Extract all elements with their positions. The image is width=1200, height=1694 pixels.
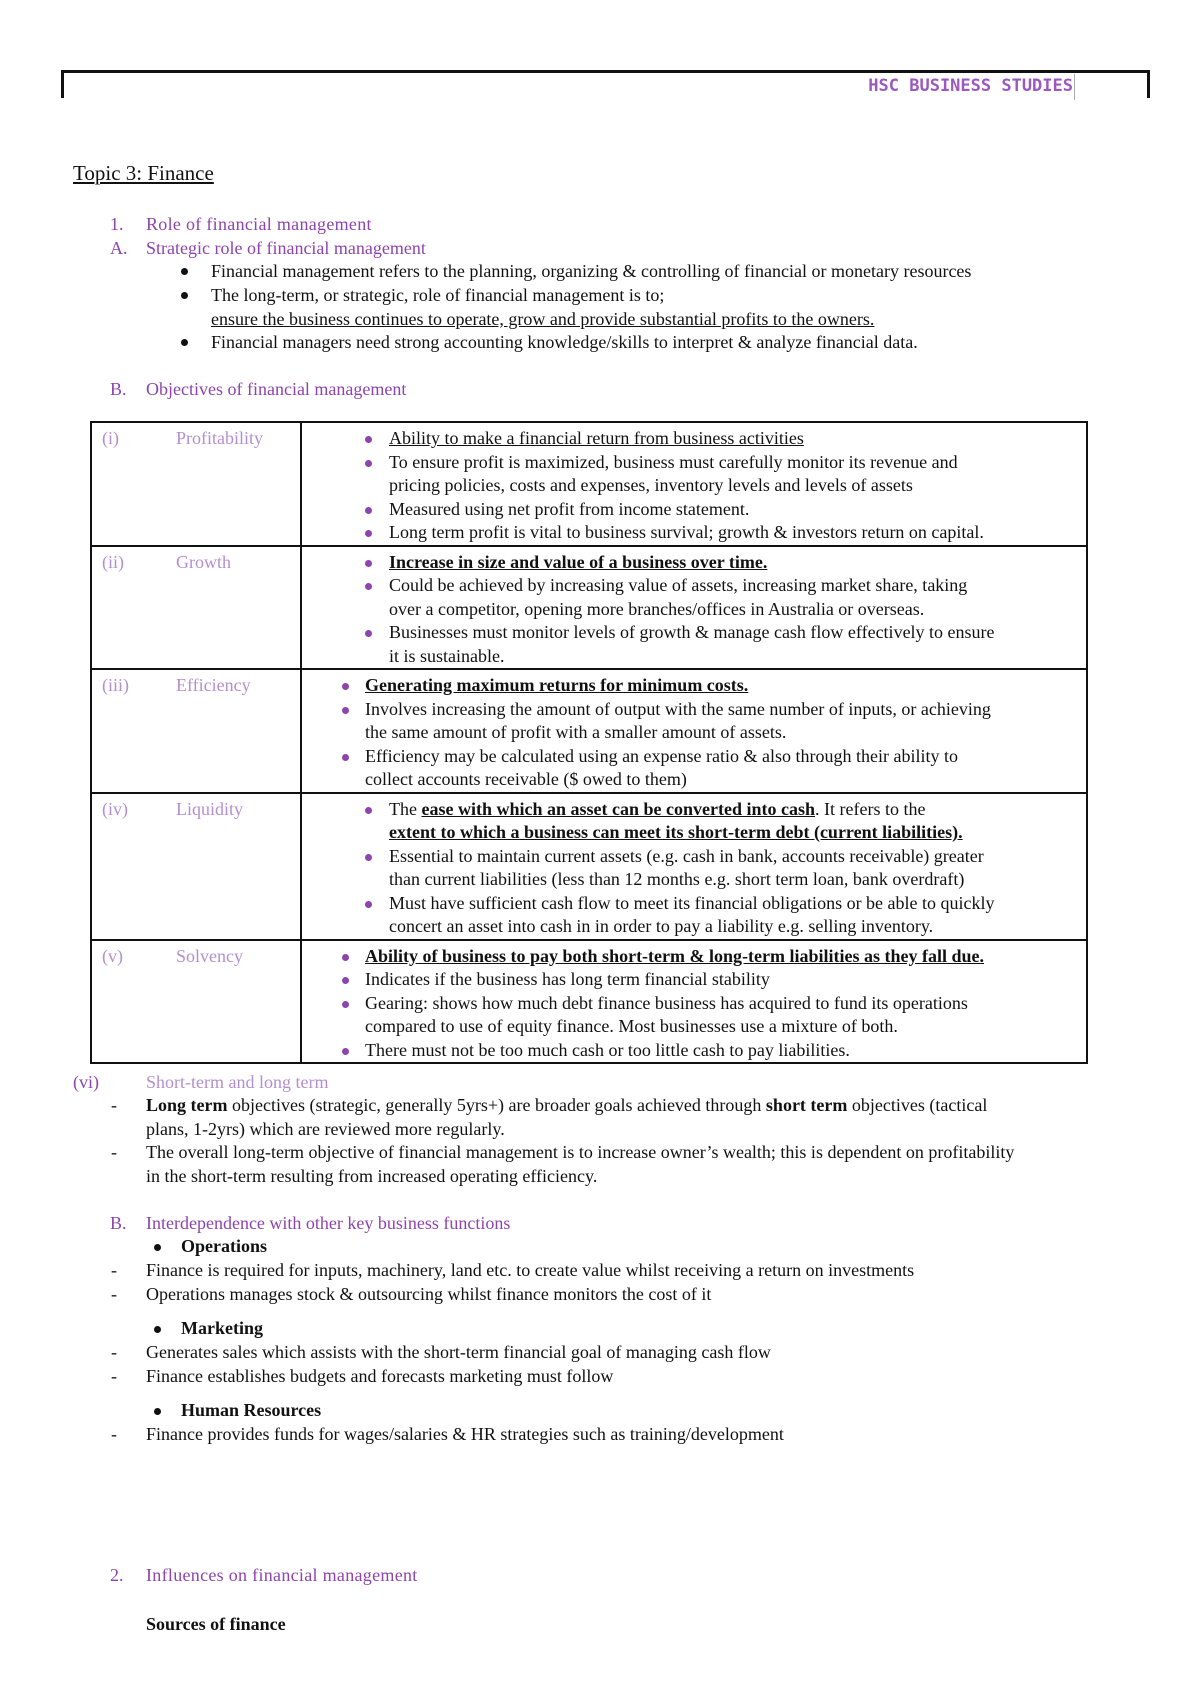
bullet-dot bbox=[342, 977, 349, 984]
objective-line: Must have sufficient cash flow to meet its financial obligations or be able to quickly bbox=[389, 892, 995, 913]
objective-line: Efficiency may be calculated using an expense ratio & also through their ability to bbox=[365, 745, 958, 766]
objective-line: Indicates if the business has long term financial stability bbox=[365, 969, 770, 989]
header-title: HSC BUSINESS STUDIES bbox=[868, 76, 1073, 96]
section2-title: Influences on financial management bbox=[146, 1565, 418, 1585]
objective-line: Gearing: shows how much debt finance business has acquired to fund its operations bbox=[365, 992, 968, 1013]
objective-label: Efficiency bbox=[176, 675, 251, 695]
bullet-dot bbox=[365, 530, 372, 537]
marketing-item-1: Generates sales which assists with the short-term financial goal of managing cash flow bbox=[146, 1342, 771, 1362]
objective-content-cell bbox=[301, 422, 1087, 546]
header-rule bbox=[61, 70, 1150, 73]
objective-line: Essential to maintain current assets (e.g. cash in bank, accounts receivable) greater bbox=[389, 845, 984, 866]
objective-line: than current liabilities (less than 12 months e.g. short term loan, bank overdraft) bbox=[389, 869, 965, 889]
interdep-letter: B. bbox=[110, 1213, 127, 1233]
objective-line: collect accounts receivable ($ owed to them) bbox=[365, 769, 687, 789]
objective-line: The bbox=[389, 798, 422, 819]
objective-line-emphasis: ease with which an asset can be converted into cash bbox=[421, 798, 815, 819]
dash-marker: - bbox=[111, 1284, 117, 1304]
bullet-dot bbox=[181, 339, 188, 346]
objective-number: (ii) bbox=[102, 551, 124, 572]
vi-point-1-line2: plans, 1-2yrs) which are reviewed more regularly. bbox=[146, 1119, 505, 1139]
objective-label: Liquidity bbox=[176, 798, 243, 819]
bullet-dot bbox=[365, 854, 372, 861]
dash-marker: - bbox=[111, 1342, 117, 1362]
table-row bbox=[91, 669, 1087, 793]
vi-bold-long-term: Long term bbox=[146, 1095, 228, 1115]
hr-heading: Human Resources bbox=[181, 1400, 322, 1420]
bullet-dot bbox=[342, 754, 349, 761]
table-row bbox=[91, 546, 1087, 670]
dash-marker: - bbox=[111, 1366, 117, 1386]
bullet-dot bbox=[365, 460, 372, 467]
section1-number: 1. bbox=[110, 214, 124, 234]
section1a-title: Strategic role of financial management bbox=[146, 238, 426, 258]
objective-number: (iv) bbox=[102, 798, 128, 819]
bullet-dot bbox=[365, 630, 372, 637]
objective-line: compared to use of equity finance. Most businesses use a mixture of both. bbox=[365, 1016, 898, 1036]
objective-line: Ability to make a financial return from business activities bbox=[389, 428, 804, 448]
vi-text: objectives (tactical bbox=[847, 1095, 988, 1115]
bullet-dot bbox=[342, 1001, 349, 1008]
strategic-bullet-3: Financial managers need strong accounting knowledge/skills to interpret & analyze financial data. bbox=[211, 332, 918, 352]
dash-marker: - bbox=[111, 1095, 117, 1115]
objective-line: pricing policies, costs and expenses, inventory levels and levels of assets bbox=[389, 475, 913, 495]
objective-line: Long term profit is vital to business survival; growth & investors return on capital. bbox=[389, 522, 984, 542]
table-row bbox=[91, 793, 1087, 940]
marketing-item-2: Finance establishes budgets and forecasts marketing must follow bbox=[146, 1366, 614, 1386]
objective-label: Profitability bbox=[176, 428, 263, 448]
objective-label-cell bbox=[91, 669, 301, 793]
objectives-table bbox=[90, 421, 1088, 1064]
objective-label-cell bbox=[91, 793, 301, 940]
strategic-bullet-2: The long-term, or strategic, role of financial management is to; bbox=[211, 285, 665, 305]
objective-label: Growth bbox=[176, 551, 231, 572]
vi-point-1 bbox=[146, 1094, 987, 1118]
objective-line: . It refers to the bbox=[814, 798, 926, 819]
bullet-dot bbox=[181, 268, 188, 275]
objective-line: Involves increasing the amount of output with the same number of inputs, or achieving bbox=[365, 698, 991, 719]
topic-title: Topic 3: Finance bbox=[73, 161, 214, 185]
table-row bbox=[91, 940, 1087, 1064]
objective-label-cell bbox=[91, 940, 301, 1064]
section1a-letter: A. bbox=[110, 238, 128, 258]
objective-line: it is sustainable. bbox=[389, 645, 505, 666]
objective-line: Could be achieved by increasing value of assets, increasing market share, taking bbox=[389, 575, 968, 595]
section2-number: 2. bbox=[110, 1565, 124, 1585]
operations-item-1: Finance is required for inputs, machinery, land etc. to create value whilst receiving a return on investments bbox=[146, 1260, 915, 1280]
header-right-edge bbox=[1147, 70, 1150, 98]
section1b-letter: B. bbox=[110, 379, 127, 399]
bullet-dot bbox=[342, 954, 349, 961]
objective-line-emphasis: extent to which a business can meet its short-term debt (current liabilities). bbox=[389, 822, 963, 842]
bullet-dot bbox=[365, 583, 372, 590]
objective-label-cell bbox=[91, 546, 301, 670]
objective-content-cell bbox=[301, 546, 1087, 670]
vi-bold-short-term: short term bbox=[765, 1095, 848, 1115]
hr-item-1: Finance provides funds for wages/salaries & HR strategies such as training/development bbox=[146, 1424, 784, 1444]
strategic-bullet-2-line2: ensure the business continues to operate, grow and provide substantial profits to the owners. bbox=[211, 309, 875, 329]
objective-label-cell bbox=[91, 422, 301, 546]
operations-heading: Operations bbox=[181, 1236, 268, 1256]
objective-line: over a competitor, opening more branches/offices in Australia or overseas. bbox=[389, 598, 925, 619]
objective-line: concert an asset into cash in in order to pay a liability e.g. selling inventory. bbox=[389, 916, 934, 936]
objective-content-cell bbox=[301, 669, 1087, 793]
bullet-dot bbox=[181, 292, 188, 299]
bullet-dot bbox=[154, 1408, 161, 1415]
vi-title: Short-term and long term bbox=[146, 1072, 329, 1092]
bullet-dot bbox=[365, 560, 372, 567]
bullet-dot bbox=[365, 507, 372, 514]
objective-line: Ability of business to pay both short-term & long-term liabilities as they fall due. bbox=[365, 945, 984, 966]
vi-text: objectives (strategic, generally 5yrs+) are broader goals achieved through bbox=[227, 1095, 766, 1115]
strategic-bullet-1: Financial management refers to the planning, organizing & controlling of financial or monetary resources bbox=[211, 261, 972, 281]
table-row bbox=[91, 422, 1087, 546]
operations-item-2: Operations manages stock & outsourcing whilst finance monitors the cost of it bbox=[146, 1284, 712, 1304]
bullet-dot bbox=[342, 707, 349, 714]
objective-label: Solvency bbox=[176, 945, 243, 966]
objective-line: the same amount of profit with a smaller amount of assets. bbox=[365, 722, 787, 742]
header-separator bbox=[1074, 74, 1075, 100]
section1b-title: Objectives of financial management bbox=[146, 379, 407, 399]
vi-point-2-line2: in the short-term resulting from increased operating efficiency. bbox=[146, 1166, 598, 1186]
objective-number: (v) bbox=[102, 945, 123, 966]
header-left-edge bbox=[61, 70, 64, 98]
marketing-heading: Marketing bbox=[181, 1318, 263, 1338]
section1-title: Role of financial management bbox=[146, 214, 372, 234]
objective-line: There must not be too much cash or too little cash to pay liabilities. bbox=[365, 1039, 850, 1060]
sources-of-finance-heading: Sources of finance bbox=[146, 1614, 286, 1634]
objective-line: Measured using net profit from income statement. bbox=[389, 498, 750, 519]
objective-content-cell bbox=[301, 793, 1087, 940]
bullet-dot bbox=[154, 1326, 161, 1333]
bullet-dot bbox=[365, 901, 372, 908]
dash-marker: - bbox=[111, 1142, 117, 1162]
vi-number: (vi) bbox=[73, 1072, 99, 1092]
bullet-dot bbox=[154, 1244, 161, 1251]
bullet-dot bbox=[365, 807, 372, 814]
vi-point-2: The overall long-term objective of financial management is to increase owner’s wealth; this is dependent on profitability bbox=[146, 1142, 1015, 1162]
objective-number: (iii) bbox=[102, 675, 129, 695]
bullet-dot bbox=[342, 683, 349, 690]
objective-line: To ensure profit is maximized, business must carefully monitor its revenue and bbox=[389, 451, 958, 472]
dash-marker: - bbox=[111, 1260, 117, 1280]
objective-content-cell bbox=[301, 940, 1087, 1064]
objective-number: (i) bbox=[102, 428, 119, 448]
objective-line: Businesses must monitor levels of growth & manage cash flow effectively to ensure bbox=[389, 622, 995, 642]
objective-line: Generating maximum returns for minimum costs. bbox=[365, 675, 749, 695]
objective-line: Increase in size and value of a business over time. bbox=[389, 551, 768, 572]
bullet-dot bbox=[365, 436, 372, 443]
dash-marker: - bbox=[111, 1424, 117, 1444]
bullet-dot bbox=[342, 1048, 349, 1055]
interdep-title: Interdependence with other key business functions bbox=[146, 1213, 511, 1233]
